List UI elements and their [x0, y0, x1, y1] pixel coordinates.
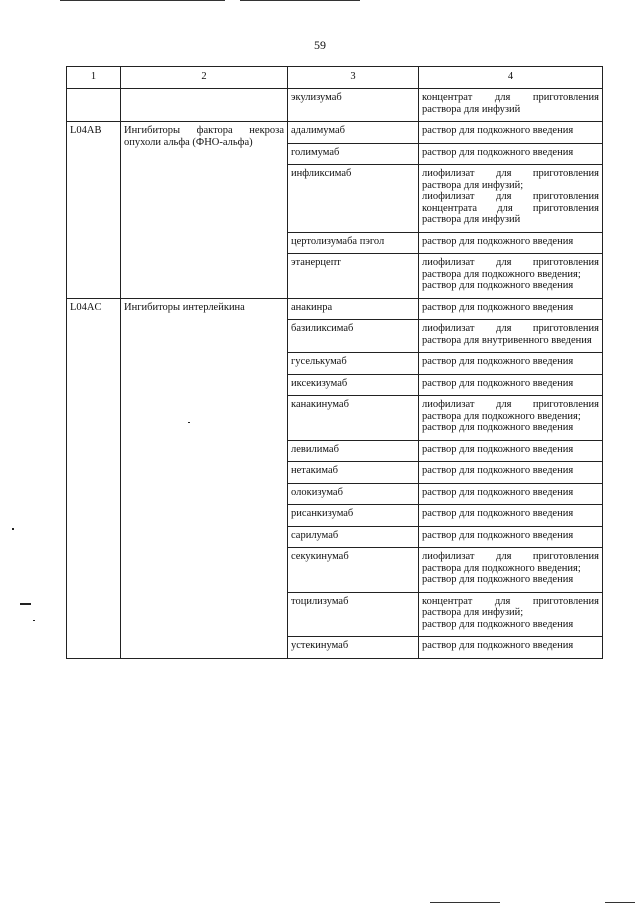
drug-name-cell: канакинумаб — [288, 396, 419, 441]
dosage-form-text: раствор для подкожного введения — [422, 443, 574, 455]
dosage-form-text: лиофилизат для приготовления раствора для подкожного введения; — [422, 257, 599, 280]
drug-table — [66, 66, 603, 659]
dosage-form-text: концентрат для приготовления раствора для инфузий; — [422, 595, 599, 618]
drug-name-cell: голимумаб — [288, 143, 419, 165]
empty-code-cell — [67, 89, 121, 122]
drug-name-cell: анакинра — [288, 298, 419, 320]
drug-name-cell: этанерцепт — [288, 254, 419, 299]
table-row — [67, 122, 603, 144]
dosage-form-text: раствор для подкожного введения — [422, 618, 574, 630]
drug-name-cell: базиликсимаб — [288, 320, 419, 353]
drug-name-cell: иксекизумаб — [288, 374, 419, 396]
dosage-form-text: раствор для подкожного введения — [422, 486, 574, 498]
dosage-form-text: раствор для подкожного введения — [422, 377, 574, 389]
dosage-form-cell — [419, 592, 603, 637]
column-header: 3 — [288, 67, 419, 89]
dosage-form-cell — [419, 320, 603, 353]
drug-name-cell: рисанкизумаб — [288, 505, 419, 527]
dosage-form-text: раствор для подкожного введения — [422, 125, 574, 136]
empty-group-cell — [121, 89, 288, 122]
drug-name-cell: инфликсимаб — [288, 165, 419, 233]
dosage-form-cell — [419, 374, 603, 396]
drug-name-cell: устекинумаб — [288, 637, 419, 659]
dosage-form-text: раствор для подкожного введения — [422, 574, 574, 585]
scan-top-line-left — [60, 0, 225, 1]
group-name-cell: Ингибиторы интерлейкина — [121, 298, 288, 658]
page-number: 59 — [314, 38, 326, 52]
dosage-form-text: раствор для подкожного введения — [422, 640, 574, 651]
table-body — [67, 89, 603, 659]
dosage-form-cell — [419, 254, 603, 299]
drug-name-cell: адалимумаб — [288, 122, 419, 144]
column-header: 2 — [121, 67, 288, 89]
drug-name-cell: левилимаб — [288, 440, 419, 462]
dosage-form-text: лиофилизат для приготовления раствора для внутривенного введения — [422, 323, 599, 346]
dosage-form-cell — [419, 396, 603, 441]
dosage-form-cell — [419, 165, 603, 233]
column-header: 4 — [419, 67, 603, 89]
dosage-form-text: раствор для подкожного введения — [422, 146, 574, 158]
dosage-form-text: концентрат для приготовления раствора для инфузий — [422, 92, 599, 115]
dosage-form-cell — [419, 483, 603, 505]
scan-bottom-line-right — [605, 902, 635, 903]
dosage-form-text: раствор для подкожного введения — [422, 356, 574, 367]
dosage-form-cell — [419, 462, 603, 484]
group-name-cell: Ингибиторы фактора некроза опухоли альфа (ФНО-альфа) — [121, 122, 288, 299]
dosage-form-text: лиофилизат для приготовления раствора для подкожного введения; — [422, 551, 599, 574]
dosage-form-text: раствор для подкожного введения — [422, 529, 574, 541]
dosage-form-cell — [419, 89, 603, 122]
dosage-form-cell — [419, 526, 603, 548]
drug-name-cell: олокизумаб — [288, 483, 419, 505]
dosage-form-cell — [419, 440, 603, 462]
dosage-form-cell — [419, 143, 603, 165]
dosage-form-cell — [419, 505, 603, 527]
table-row — [67, 298, 603, 320]
dosage-form-text: раствор для подкожного введения — [422, 422, 574, 433]
drug-name-cell: гуселькумаб — [288, 353, 419, 375]
scan-mark-dash — [20, 603, 31, 605]
drug-name-cell: экулизумаб — [288, 89, 419, 122]
atc-code-cell: L04AB — [67, 122, 121, 299]
drug-name-cell: сарилумаб — [288, 526, 419, 548]
dosage-form-cell — [419, 232, 603, 254]
atc-code-cell: L04AC — [67, 298, 121, 658]
drug-name-cell: тоцилизумаб — [288, 592, 419, 637]
scan-mark-dot — [33, 620, 35, 621]
dosage-form-cell — [419, 122, 603, 144]
scan-top-line-right — [240, 0, 360, 1]
drug-name-cell: нетакимаб — [288, 462, 419, 484]
dosage-form-text: раствор для подкожного введения — [422, 280, 574, 291]
dosage-form-text: раствор для подкожного введения — [422, 508, 574, 519]
dosage-form-text: лиофилизат для приготовления раствора для инфузий; — [422, 168, 599, 191]
dosage-form-text: лиофилизат для приготовления раствора для подкожного введения; — [422, 399, 599, 422]
dosage-form-cell — [419, 637, 603, 659]
dosage-form-cell — [419, 353, 603, 375]
dosage-form-text: раствор для подкожного введения — [422, 235, 574, 247]
dosage-form-text: лиофилизат для приготовления концентрата для приготовления раствора для инфузий — [422, 191, 599, 225]
dosage-form-text: раствор для подкожного введения — [422, 465, 574, 476]
table-header-row — [67, 67, 603, 89]
scan-mark-dot — [12, 528, 14, 530]
drug-name-cell: секукинумаб — [288, 548, 419, 593]
dosage-form-cell — [419, 548, 603, 593]
dosage-form-text: раствор для подкожного введения — [422, 301, 574, 313]
scan-bottom-line-left — [430, 902, 500, 903]
table-row — [67, 89, 603, 122]
dosage-form-cell — [419, 298, 603, 320]
drug-name-cell: цертолизумаба пэгол — [288, 232, 419, 254]
column-header: 1 — [67, 67, 121, 89]
